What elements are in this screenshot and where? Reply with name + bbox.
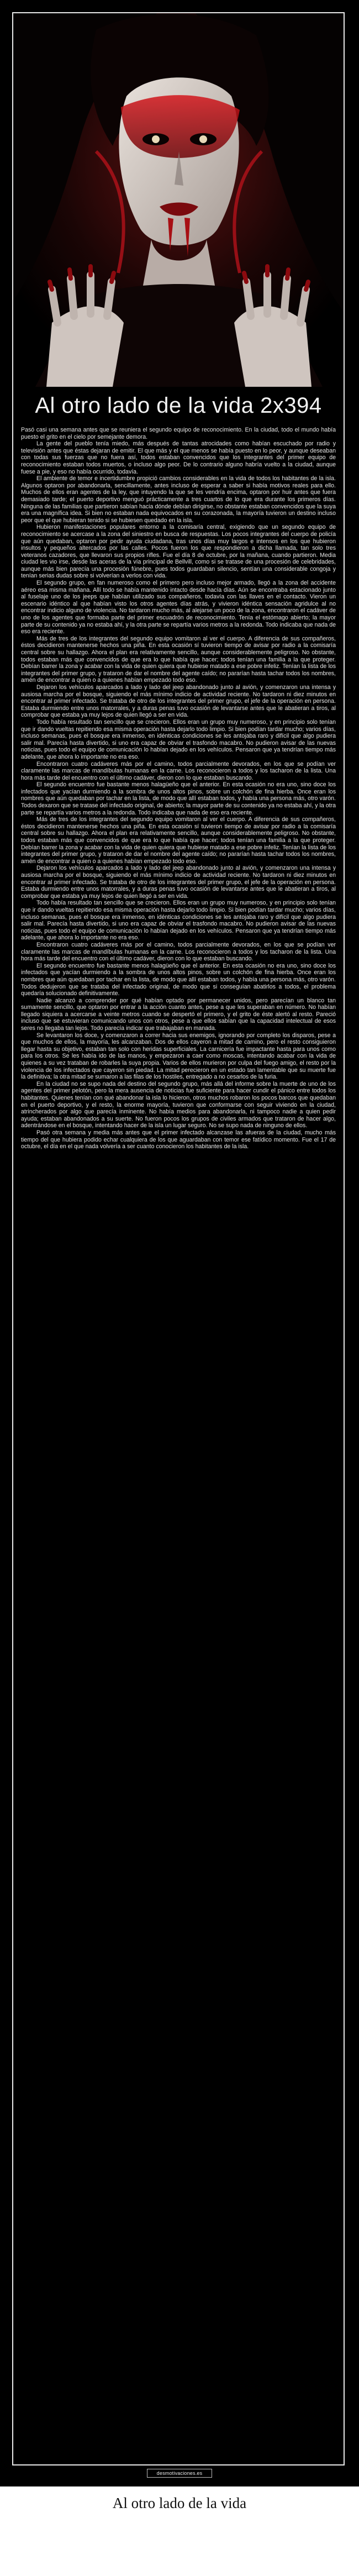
story-paragraph: El segundo encuentro fue bastante menos halagüeño que el anterior. En esta ocasión no era uno, sino doce los infectados que yacían durmiendo a la sombra de unos altos pinos, sobre un colchón de fina hierba. Once eran los nombres que aún quedaban por tachar en la lista, de modo que allí estaban todos, y había una persona más, otro varón. Todos dedujeron que se trataba del infectado original, de modo que si conseguían abatirlos a todos, el problema quedaría solucionado definitivamente.: [21, 962, 336, 997]
story-paragraph: El segundo encuentro fue bastante menos halagüeño que el anterior. En esta ocasión no era uno, sino doce los infectados que yacían durmiendo a la sombra de unos altos pinos, sobre un colchón de fina hierba. Once eran los nombres que aún quedaban por tachar en la lista, de modo que allí estaban todos, y había una persona más, otro varón. Todos dexaron que se tratase del infectado original, de abierto; la mayor parte de su contenido ya no estaba ahí, y la otra parte se repartía varios metros a la redonda. Todo indicaba que nada de eso era reciente.: [21, 781, 336, 816]
story-paragraph: Encontraron cuatro cadáveres más por el camino, todos parcialmente devorados, en los que se podían ver claramente las marcas de mandíbulas humanas en la carne. Los reconocieron a todos y los tacharon de la lista. Una hora más tarde del encuentro con el último cadáver, dieron con lo que estaban buscando.: [21, 760, 336, 781]
story-paragraph: En la ciudad no se supo nada del destino del segundo grupo, más allá del informe sobre la muerte de uno de los agentes del primer pelotón, pero la mera ausencia de noticias fue suficiente para hacer cundir el pánico entre todos los habitantes. Quienes tenían con qué abandonar la isla lo hicieron, otros muchos robaron los pocos barcos que quedaban en el puerto deportivo, y el resto, la enorme mayoría, tuvieron que conformarse con seguir viviendo en la ciudad, atrincherados por algo que parecía inminente. No había medios para abandonarla, ni tampoco nadie a quien pedir ayuda; estaban abandonados a su suerte. No fueron pocos los grupos de civiles armados que trataron de hacer algo, adentrándose en el bosque, intentando hacer de la isla un lugar seguro. No se supo nada de ninguno de ellos.: [21, 1080, 336, 1129]
story-paragraph: El ambiente de temor e incertidumbre propició cambios considerables en la vida de todos los habitantes de la isla. Algunos optaron por abandonarla, sencillamente, antes incluso de esperar a saber si había motivos reales para ello. Muchos de ellos eran agentes de la ley, que intuyendo la que se les vendría encima, optaron por huir antes que fuera demasiado tarde; el puerto deportivo menguó prácticamente a tres cuartos de lo que era durante los primeros días. Ninguna de las familias que partieron sabían hacia dónde debían dirigirse, no obstante estaban convencidos que la suya era una magnífica idea. Si bien no estaban nada equivocados en su corazonada, la mayoría tuvieron un destino incluso peor que el que hubieran tenido si se hubiesen quedado en la isla.: [21, 475, 336, 524]
story-paragraph: Todo había resultado tan sencillo que se crecieron. Ellos eran un grupo muy numeroso, y en principio solo tenían que ir dando vueltas repitiendo esa misma operación hasta dejarlo todo limpio. Si bien podían tardar mucho; varios días, incluso semanas, pues el bosque era inmenso, en idénticas condiciones se les antojaba raro y difícil que algo pudiera salir mal. Parecía hasta divertido, si uno era capaz de obviar el trasfondo macabro. No pudieron avisar de las nuevas noticias, pues todo el equipo de comunicación lo habían dejado en los vehículos. Pensaron que ya tendrían tiempo más adelante, que ahora lo importante no era eso.: [21, 900, 336, 942]
story-paragraph: Encontraron cuatro cadáveres más por el camino, todos parcialmente devorados, en los que se podían ver claramente las marcas de mandíbulas humanas en la carne. Los reconocieron a todos y los tacharon de la lista. Una hora más tarde del encuentro con el último cadáver, dieron con lo que estaban buscando.: [21, 941, 336, 963]
story-paragraph: Hubieron manifestaciones populares entorno a la comisaría central, exigiendo que un segundo equipo de reconocimiento se acercase a la zona del siniestro en busca de respuestas. Los pocos integrantes del cuerpo de policía que aún quedaban, optaron por pedir ayuda ciudadana, tras unos días muy largos e intensos en los que hubieron insultos y pequeños altercados por las calles. Pocos fueron los que respondieron a dicha llamada, tan solo tres veteranos cazadores, que llevaron sus propios rifles. Fue el día 8 de octubre, por la mañana, cuando partieron. Media ciudad les vio irse, desde las aceras de la vía principal de Bellvill, como si se tratase de una procesión de celebridades, aunque más bien parecía una procesión fúnebre, pues todos guardaban silencio, sentían una considerable congoja y tenían serias dudas sobre si volverían a verlos con vida.: [21, 524, 336, 580]
artwork-illustration: [13, 13, 344, 387]
poster-title: Al otro lado de la vida 2x394: [35, 393, 322, 418]
site-watermark[interactable]: desmotivaciones.es: [147, 2469, 212, 2478]
story-paragraph: Dejaron los vehículos aparcados a lado y lado del jeep abandonado junto al avión, y comenzaron una intensa y ausiosa marcha por el bosque, siguiendo el más mínimo indicio de actividad reciente. No tardaron ni diez minutos en encontrar al primer infectado. Se trataba de otro de los integrantes del primer grupo, el jefe de la operación en persona. Estaba durmiendo entre unos matorrales, y a duras penas tuvo ocasión de levantarse antes que le abatieran a tiros, al comprobar que estaba ya muy lejos de quien llegó a ser en vida.: [21, 865, 336, 900]
story-text: [13, 423, 344, 1150]
story-paragraph: Más de tres de los integrantes del segundo equipo vomitaron al ver el cuerpo. A diferencia de sus compañeros, éstos decidieron mantenerse hechos una piña. En esta ocasión sí tuvieron tiempo de avisar por radio a la comisaría central sobre su hallazgo. Ahora el plan era relativamente sencillo, aunque considerablemente peligroso. No obstante, todos estaban más que convencidos de que era lo que había que hacer; todos tenían una familia a la que proteger. Debían barrer la zona y acabar con la vida de quien quiera que hubiese matado a ese pobre infeliz. Tenían la lista de los integrantes del primer grupo, y trataron de dar el nombre del agente caído; no pararían hasta tachar todos los nombres, amén de encontrar a quien o a quienes habían empezado todo eso.: [21, 816, 336, 865]
poster-caption: Al otro lado de la vida: [112, 2495, 247, 2511]
story-paragraph: La gente del pueblo tenía miedo, más después de tantas atrocidades como habían escuchado por radio y televisión antes que éstas dejaran de emitir. El que más y el que menos se había puesto en lo peor, y aunque deseaban con todas sus fuerzas que no fuera así, todos estaban convencidos que los integrantes del primer equipo de reconocimiento estaban todos muertos, o incluso algo peor. De lo contrario alguno habría vuelto a la ciudad, aunque fuese a pie, y eso no había ocurrido, todavía.: [21, 440, 336, 475]
story-paragraph: Pasó otra semana y media más antes que el primer infectado alcanzase las afueras de la ciudad, mucho más tiempo del que hubiera podido echar cualquiera de los que aguardaban con temor ese fatídico momento. Fue el 17 de octubre, el día en el que nada volvería a ser cuanto conocieron los habitantes de la isla.: [21, 1129, 336, 1150]
title-area: [13, 387, 344, 423]
story-paragraph: Nadie alcanzó a comprender por qué habían optado por permanecer unidos, pero parecían un blanco tan sumamente sencillo, que optaron por entrar a la acción cuanto antes, pese a que les superaban en número. No habían llegado siquiera a acercarse a veinte metros cuando se despertó el primero, y el grito de éste alertó al resto. Pareció incluso que se estuvieran comunicando unos con otros, pese a que ellos sabían que la capacidad intelectual de esos seres no llegaba tan lejos. Todo parecía indicar que trabajaban en manada.: [21, 997, 336, 1032]
story-paragraph: Pasó casi una semana antes que se reuniera el segundo equipo de reconocimiento. En la ciudad, todo el mundo había puesto el grito en el cielo por semejante demora.: [21, 427, 336, 440]
story-paragraph: Más de tres de los integrantes del segundo equipo vomitaron al ver el cuerpo. A diferencia de sus compañeros, éstos decidieron mantenerse hechos una piña. En esta ocasión sí tuvieron tiempo de avisar por radio a la comisaría central sobre su hallazgo. Ahora el plan era relativamente sencillo, aunque considerablemente peligroso. No obstante, todos estaban más que convencidos de que era lo que había que hacer; todos tenían una familia a la que proteger. Debían barrer la zona y acabar con la vida de quien quiera que hubiese matado a ese pobre infeliz. Tenían la lista de los integrantes del primer grupo, y trataron de dar el nombre del agente caído; no pararían hasta tachar todos los nombres, amén de encontrar a quien o a quienes habían empezado todo eso.: [21, 635, 336, 684]
story-paragraph: Todo había resultado tan sencillo que se crecieron. Ellos eran un grupo muy numeroso, y en principio solo tenían que ir dando vueltas repitiendo esa misma operación hasta dejarlo todo limpio. Si bien podían tardar mucho; varios días, incluso semanas, pues el bosque era inmenso, en idénticas condiciones se les antojaba raro y difícil que algo pudiera salir mal. Parecía hasta divertido, si uno era capaz de obviar el trasfondo macabro. No pudieron avisar de las nuevas noticias, pues todo el equipo de comunicación lo habían dejado en los vehículos. Pensaron que ya tendrían tiempo más adelante, que ahora lo importante no era eso.: [21, 718, 336, 760]
story-paragraph: El segundo grupo, en fan numeroso como el primero pero incluso mejor armado, llegó a la zona del accidente aéreo esa misma mañana. Allí todo se había mantenido intacto desde hacía días. Aún se encontraba estacionado junto al fuselaje uno de los jeeps que habían utilizado sus compañeros, todavía con las llaves en el contacto. Vieron un escenario idéntico al que habían visto los otros agentes días atrás, y vivieron idéntica sensación agridulce al no encontrar indicio alguno de violencia. No tardaron mucho más, al alejarse un poco de la zona, encontraron el cadáver de uno de los agentes que formaba parte del primer escuadrón de reconocimiento. Tenía el estómago abierto; la mayor parte de su contenido ya no estaba ahí, y la otra parte se repartía varios metros a la redonda. Todo indicaba que nada de eso era reciente.: [21, 580, 336, 635]
poster-frame: [12, 12, 345, 2465]
artwork-image: [13, 13, 344, 387]
story-paragraph: Dejaron los vehículos aparcados a lado y lado del jeep abandonado junto al avión, y comenzaron una intensa y ausiosa marcha por el bosque, siguiendo el más mínimo indicio de actividad reciente. No tardaron ni diez minutos en encontrar al primer infectado. Se trataba de otro de los integrantes del primer grupo, el jefe de la operación en persona. Estaba durmiendo entre unos matorrales, y a duras penas tuvo ocasión de levantarse antes que le abatieran a tiros, al comprobar que estaba ya muy lejos de quien llegó a ser en vida.: [21, 684, 336, 719]
story-paragraph: Se levantaron los doce, y comenzaron a correr hacia sus enemigos, ignorando por completo los disparos, pese a que muchos de ellos, la mayoría, les alcanzaban. Dos de ellos cayeron a mitad de camino, pero el resto consiguieron llegar hasta su objetivo, estaban tan solo con heridas superficiales. La carnicería fue impactante hasta para unos como para los otros. Se les había ido de las manos, y empezaron a caer como moscas, intentando acabar con la vida de quienes a su vez trataban de robarles la suya propia. Varios de ellos murieron por culpa del fuego amigo, el resto por la violencia de los infectados que cayeron sin piedad. La mitad perecieron en un estado tan lamentable que su muerte fue la definitiva; la otra mitad se sumaron a las filas de los hostiles, entregado a no cesarlos de la furia.: [21, 1032, 336, 1081]
